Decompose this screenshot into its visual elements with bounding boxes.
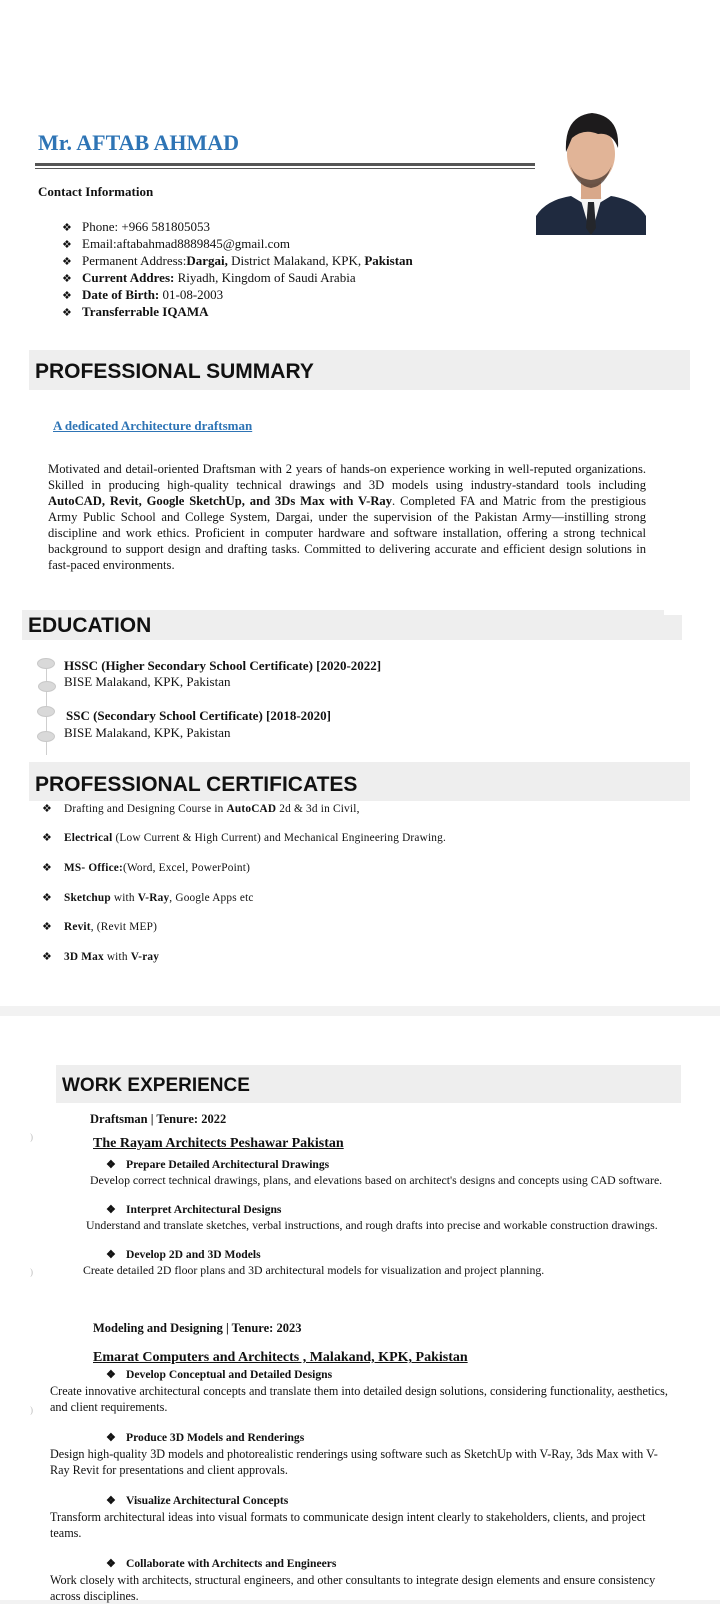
job-task-description: Develop correct technical drawings, plans, and elevations based on architect's designs and concepts using CAD software. xyxy=(90,1173,663,1187)
dob-label: Date of Birth: xyxy=(82,287,160,302)
job-task-description: Create innovative architectural concepts and translate them into detailed design solutions, considering functionality, aesthetics, and client requirements. xyxy=(50,1384,668,1414)
dob-value: 01-08-2003 xyxy=(159,287,224,302)
summary-tagline: A dedicated Architecture draftsman xyxy=(53,418,253,433)
summary-section-header xyxy=(29,350,690,390)
contact-iqama xyxy=(62,304,413,321)
phone-text: Phone: +966 581805053 xyxy=(82,219,210,234)
permanent-country: Pakistan xyxy=(364,253,413,268)
certificate-item xyxy=(42,831,446,844)
iqama-text: Transferrable IQAMA xyxy=(82,304,209,319)
contact-email xyxy=(62,236,413,253)
header-divider-thin xyxy=(35,168,535,169)
job-task-title: Prepare Detailed Architectural Drawings xyxy=(126,1158,330,1171)
job-role: Modeling and Designing | Tenure: 2023 xyxy=(93,1321,302,1335)
bullet-icon: ❖ xyxy=(106,1558,116,1570)
candidate-name: Mr. AFTAB AHMAD xyxy=(38,130,240,155)
certificates-section-header xyxy=(29,762,690,801)
margin-mark: ) xyxy=(30,1405,33,1415)
margin-mark: ) xyxy=(30,1267,33,1277)
cert-text: , (Revit MEP) xyxy=(90,921,158,933)
job-task xyxy=(106,1431,304,1444)
job-task-title: Produce 3D Models and Renderings xyxy=(126,1431,305,1444)
education-title: HSSC (Higher Secondary School Certificate) [2020-2022] xyxy=(64,658,382,673)
work-heading: WORK EXPERIENCE xyxy=(62,1075,250,1096)
bullet-icon: ❖ xyxy=(42,892,53,904)
current-label: Current Addres: xyxy=(82,270,175,285)
job-task-title: Visualize Architectural Concepts xyxy=(126,1494,289,1507)
cert-text: with xyxy=(110,892,138,904)
permanent-town: Dargai, xyxy=(186,253,228,268)
bullet-icon: ❖ xyxy=(62,290,72,302)
bullet-icon: ❖ xyxy=(42,921,53,933)
job-task xyxy=(106,1494,288,1507)
contact-phone xyxy=(62,219,413,236)
cert-bold: Revit xyxy=(64,921,91,933)
bullet-icon: ❖ xyxy=(62,222,72,234)
education-title: SSC (Secondary School Certificate) [2018-2020] xyxy=(66,708,332,723)
bullet-icon: ❖ xyxy=(62,307,72,319)
bullet-icon: ❖ xyxy=(106,1204,116,1216)
job-task-description: Understand and translate sketches, verbal instructions, and rough drafts into precise and workable construction drawings. xyxy=(86,1218,658,1232)
margin-mark: ) xyxy=(30,1132,33,1142)
education-section-header xyxy=(22,610,682,640)
cert-text: (Word, Excel, PowerPoint) xyxy=(122,862,251,874)
contact-permanent-address xyxy=(62,253,413,270)
bullet-icon: ❖ xyxy=(42,832,53,844)
cert-bold: V-Ray xyxy=(137,892,170,904)
cert-text: Drafting and Designing Course in xyxy=(64,803,227,815)
certificate-item xyxy=(42,950,159,963)
cert-bold: MS- Office: xyxy=(64,862,123,874)
bullet-icon: ❖ xyxy=(106,1159,116,1171)
bullet-icon: ❖ xyxy=(106,1432,116,1444)
contact-dob xyxy=(62,287,413,304)
certificate-item xyxy=(42,802,360,815)
job-task xyxy=(106,1158,329,1171)
cert-text: with xyxy=(103,951,131,963)
band-notch xyxy=(664,609,682,615)
certificate-item xyxy=(42,920,157,933)
resume-page-2 xyxy=(0,1016,720,1603)
job-task-title: Develop Conceptual and Detailed Designs xyxy=(126,1368,333,1381)
job-task-description: Create detailed 2D floor plans and 3D architectural models for visualization and project planning. xyxy=(83,1263,545,1277)
education-board: BISE Malakand, KPK, Pakistan xyxy=(64,725,231,740)
cert-bold: Sketchup xyxy=(64,892,111,904)
job-task-description: Design high-quality 3D models and photorealistic renderings using software such as SketchUp with V-Ray, 3ds Max with V-Ray Revit for presentations and client approvals. xyxy=(50,1447,658,1477)
cert-bold: V-ray xyxy=(130,951,160,963)
job-task-title: Interpret Architectural Designs xyxy=(126,1203,282,1216)
bullet-icon: ❖ xyxy=(62,239,72,251)
summary-text-1: Motivated and detail-oriented Draftsman with 2 years of hands-on experience working in well-reputed organizations. Skilled in producing high-quality technical drawings and 3D models using industry-standard tools including xyxy=(48,462,646,492)
bullet-icon: ❖ xyxy=(62,256,72,268)
cert-bold: Electrical xyxy=(64,832,113,844)
contact-heading: Contact Information xyxy=(38,184,154,199)
job-task-description: Work closely with architects, structural engineers, and other consultants to integrate design elements and ensure consistency across disciplines. xyxy=(50,1573,656,1603)
cert-bold: 3D Max xyxy=(64,951,104,963)
permanent-label: Permanent Address: xyxy=(82,253,187,268)
bullet-icon: ❖ xyxy=(106,1495,116,1507)
profile-photo xyxy=(536,104,646,235)
timeline-dot xyxy=(37,658,55,669)
bullet-icon: ❖ xyxy=(42,951,53,963)
permanent-rest: District Malakand, KPK, xyxy=(227,253,365,268)
contact-list xyxy=(62,219,413,321)
job-task xyxy=(106,1557,336,1570)
certificate-item xyxy=(42,861,250,874)
education-heading: EDUCATION xyxy=(28,614,152,637)
timeline-dot xyxy=(37,706,55,717)
education-board: BISE Malakand, KPK, Pakistan xyxy=(64,674,231,689)
current-value: Riyadh, Kingdom of Saudi Arabia xyxy=(174,270,356,285)
job-company: Emarat Computers and Architects , Malakand, KPK, Pakistan xyxy=(93,1350,468,1365)
job-company: The Rayam Architects Peshawar Pakistan xyxy=(93,1136,344,1151)
job-task-title: Collaborate with Architects and Engineers xyxy=(126,1557,337,1570)
job-task xyxy=(106,1368,332,1381)
cert-text: , Google Apps etc xyxy=(169,892,254,904)
summary-tools: AutoCAD, Revit, Google SketchUp, and 3Ds Max with V-Ray xyxy=(48,494,393,508)
cert-text: 2d & 3d in Civil, xyxy=(276,803,360,815)
job-task-description: Transform architectural ideas into visual formats to communicate design intent clearly to stakeholders, clients, and project teams. xyxy=(50,1510,646,1540)
bullet-icon: ❖ xyxy=(42,862,53,874)
job-task-title: Develop 2D and 3D Models xyxy=(126,1248,261,1261)
timeline-dot xyxy=(38,681,56,692)
job-task xyxy=(106,1203,281,1216)
timeline-dot xyxy=(37,731,55,742)
contact-current-address xyxy=(62,270,413,287)
bullet-icon: ❖ xyxy=(106,1249,116,1261)
header-divider xyxy=(35,163,535,166)
job-role: Draftsman | Tenure: 2022 xyxy=(90,1112,227,1126)
work-section-header xyxy=(56,1065,681,1103)
cert-text: (Low Current & High Current) and Mechanical Engineering Drawing. xyxy=(112,832,447,844)
job-task xyxy=(106,1248,261,1261)
bullet-icon: ❖ xyxy=(42,803,53,815)
certificates-heading: PROFESSIONAL CERTIFICATES xyxy=(35,773,358,796)
summary-text-2: . Completed FA and Matric from the prestigious Army Public School and College System, Dargai, under the supervision of the Pakistan Army—instilling strong discipline and work ethics. Proficient in computer hardware and software installation, offering a strong technical background to support design and drafting tasks. Committed to delivering accurate and efficient design solutions in fast-paced environments. xyxy=(48,494,647,572)
summary-paragraph xyxy=(48,461,646,573)
bullet-icon: ❖ xyxy=(62,273,72,285)
cert-bold: AutoCAD xyxy=(226,803,277,815)
email-text: Email:aftabahmad8889845@gmail.com xyxy=(82,236,290,251)
summary-heading: PROFESSIONAL SUMMARY xyxy=(35,360,314,383)
bullet-icon: ❖ xyxy=(106,1369,116,1381)
certificate-item xyxy=(42,891,254,904)
